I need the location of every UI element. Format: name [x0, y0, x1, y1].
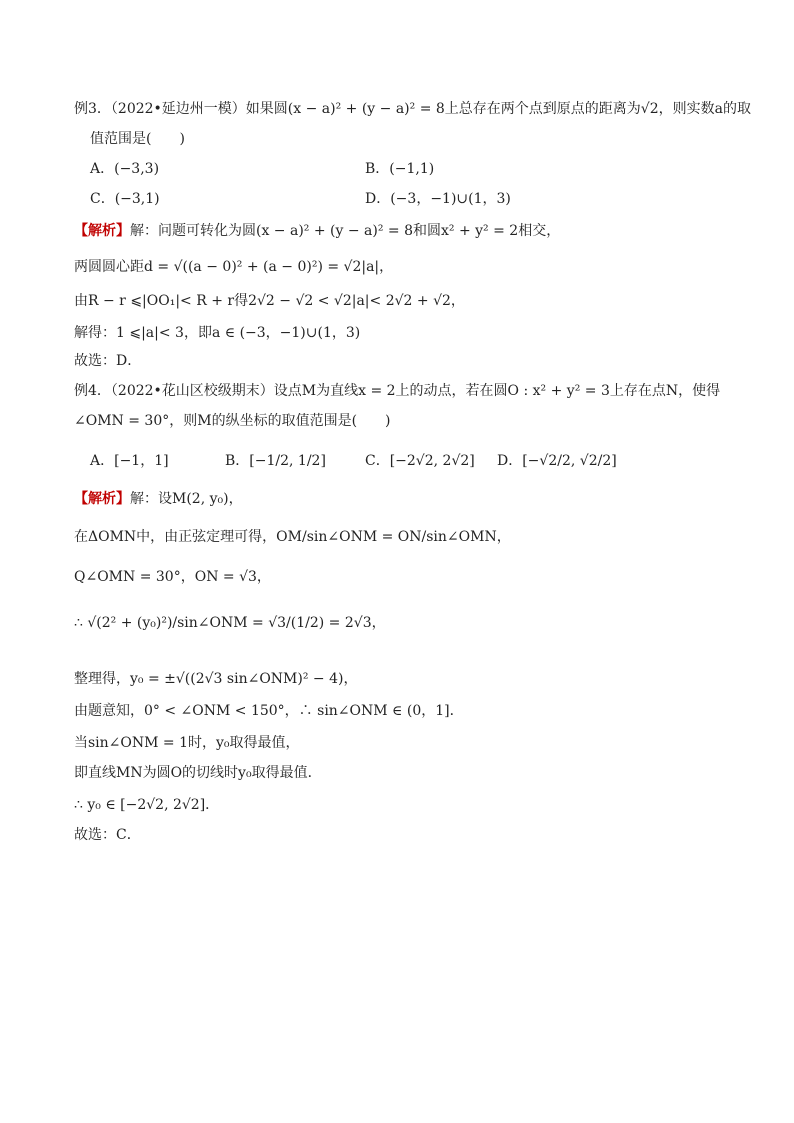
- ex3-question-line1: 例3．（2022•延边州一模）如果圆(x − a)² + (y − a)² = 8上总存在两个点到原点的距离为√2，则实数a的取: [74, 101, 751, 117]
- ex3-analysis-line2: 两圆圆心距d = √((a − 0)² + (a − 0)²) = √2|a|，: [74, 259, 394, 275]
- ex3-analysis-line1: [74, 220, 560, 242]
- ex3-analysis-label: 【解析】: [74, 223, 130, 239]
- ex4-analysis-line6: 由题意知，0° < ∠ONM < 150°，∴ sin∠ONM ∈ (0，1]．: [74, 703, 464, 719]
- ex4-option-b: B．[−1/2, 1/2]: [225, 453, 326, 469]
- ex3-answer: 故选：D．: [74, 353, 142, 369]
- ex4-analysis-line8: 即直线MN为圆O的切线时y₀取得最值．: [74, 765, 322, 781]
- ex3-analysis-line4: 解得：1 ⩽|a|< 3，即a ∈ (−3，−1)∪(1，3): [74, 325, 361, 341]
- ex4-analysis-line3: Q∠OMN = 30°，ON = √3，: [74, 569, 271, 585]
- ex4-analysis-line9: ∴ y₀ ∈ [−2√2, 2√2]．: [74, 797, 220, 813]
- ex3-analysis-text1: 解：问题可转化为圆(x − a)² + (y − a)² = 8和圆x² + y² = 2相交，: [130, 223, 561, 239]
- ex4-answer: 故选：C．: [74, 827, 141, 843]
- ex4-option-d: D．[−√2/2, √2/2]: [497, 453, 617, 469]
- ex4-analysis-text1: 解：设M(2, y₀)，: [130, 491, 243, 507]
- ex3-option-a: A．(−3,3): [90, 161, 160, 177]
- ex3-option-c: C．(−3,1): [90, 191, 160, 207]
- ex4-analysis-line4: ∴ √(2² + (y₀)²)/sin∠ONM = √3/(1/2) = 2√3，: [74, 615, 386, 631]
- ex3-question-line2: 值范围是( ): [90, 131, 185, 147]
- ex4-analysis-line5: 整理得，y₀ = ±√((2√3 sin∠ONM)² − 4)，: [74, 671, 358, 687]
- ex4-analysis-line2: 在ΔOMN中，由正弦定理可得，OM/sin∠ONM = ON/sin∠OMN，: [74, 529, 511, 545]
- ex4-analysis-label: 【解析】: [74, 491, 130, 507]
- ex4-option-a: A．[−1，1]: [90, 453, 169, 469]
- ex3-option-d: D．(−3，−1)∪(1，3): [365, 191, 511, 207]
- ex4-analysis-line7: 当sin∠ONM = 1时，y₀取得最值，: [74, 735, 300, 751]
- ex4-option-c: C．[−2√2, 2√2]: [365, 453, 475, 469]
- ex4-question-line1: 例4．（2022•花山区校级期末）设点M为直线x = 2上的动点，若在圆O : x² + y² = 3上存在点N，使得: [74, 383, 721, 399]
- ex3-option-b: B．(−1,1): [365, 161, 435, 177]
- ex3-analysis-line3: 由R − r ⩽|OO₁|< R + r得2√2 − √2 < √2|a|< 2√2 + √2，: [74, 293, 465, 309]
- ex4-analysis-line1: [74, 488, 243, 510]
- ex4-question-line2: ∠OMN = 30°，则M的纵坐标的取值范围是( ): [74, 413, 391, 429]
